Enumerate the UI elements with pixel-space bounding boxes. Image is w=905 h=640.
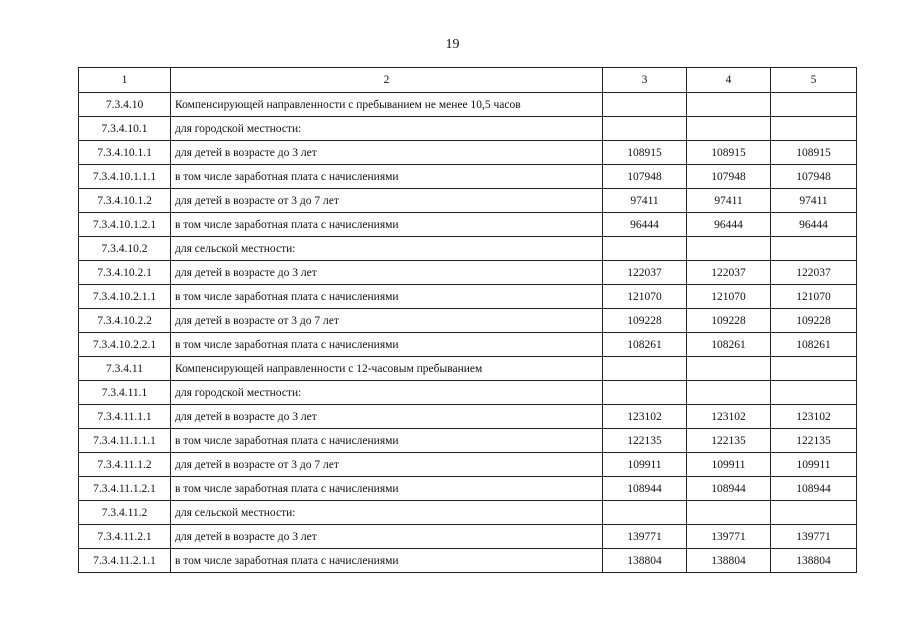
- column-header-5: 5: [771, 68, 857, 93]
- row-description: для детей в возрасте до 3 лет: [171, 405, 603, 429]
- row-code: 7.3.4.11.1.2.1: [79, 477, 171, 501]
- row-code: 7.3.4.11.2.1: [79, 525, 171, 549]
- table-row: [79, 141, 857, 165]
- row-code: 7.3.4.11: [79, 357, 171, 381]
- table-row: [79, 261, 857, 285]
- row-code: 7.3.4.10.1: [79, 117, 171, 141]
- row-value-col3: 96444: [603, 213, 687, 237]
- row-code: 7.3.4.10.2.1: [79, 261, 171, 285]
- row-code: 7.3.4.10.1.1: [79, 141, 171, 165]
- row-code: 7.3.4.10.1.2.1: [79, 213, 171, 237]
- column-header-2: 2: [171, 68, 603, 93]
- row-value-col5: 97411: [771, 189, 857, 213]
- data-table: [78, 67, 857, 573]
- row-value-col5: [771, 357, 857, 381]
- table-row: [79, 189, 857, 213]
- row-value-col5: 107948: [771, 165, 857, 189]
- row-value-col5: 123102: [771, 405, 857, 429]
- row-description: для сельской местности:: [171, 501, 603, 525]
- row-value-col5: 108915: [771, 141, 857, 165]
- row-value-col4: 123102: [687, 405, 771, 429]
- row-value-col5: [771, 93, 857, 117]
- table-row: [79, 237, 857, 261]
- row-code: 7.3.4.11.2: [79, 501, 171, 525]
- row-code: 7.3.4.10.1.1.1: [79, 165, 171, 189]
- table-row: [79, 501, 857, 525]
- table-row: [79, 93, 857, 117]
- row-value-col4: 138804: [687, 549, 771, 573]
- row-value-col5: [771, 117, 857, 141]
- row-description: для детей в возрасте от 3 до 7 лет: [171, 453, 603, 477]
- row-description: в том числе заработная плата с начислениями: [171, 285, 603, 309]
- row-value-col3: 123102: [603, 405, 687, 429]
- row-value-col4: [687, 501, 771, 525]
- row-value-col3: 108944: [603, 477, 687, 501]
- row-value-col4: [687, 237, 771, 261]
- row-description: для детей в возрасте до 3 лет: [171, 141, 603, 165]
- table-row: [79, 285, 857, 309]
- row-value-col3: 97411: [603, 189, 687, 213]
- table-row: [79, 213, 857, 237]
- row-value-col4: 108261: [687, 333, 771, 357]
- row-value-col5: 138804: [771, 549, 857, 573]
- row-value-col3: [603, 357, 687, 381]
- header-row: [79, 68, 857, 93]
- row-value-col4: 122037: [687, 261, 771, 285]
- row-description: для детей в возрасте до 3 лет: [171, 261, 603, 285]
- row-value-col5: [771, 501, 857, 525]
- page-number: 19: [445, 37, 460, 52]
- row-value-col5: 122135: [771, 429, 857, 453]
- row-value-col4: 139771: [687, 525, 771, 549]
- row-code: 7.3.4.10.2.1.1: [79, 285, 171, 309]
- row-value-col4: 109911: [687, 453, 771, 477]
- table-row: [79, 405, 857, 429]
- row-description: Компенсирующей направленности с 12-часовым пребыванием: [171, 357, 603, 381]
- row-code: 7.3.4.10.2.2.1: [79, 333, 171, 357]
- row-description: для городской местности:: [171, 381, 603, 405]
- row-value-col4: 97411: [687, 189, 771, 213]
- row-code: 7.3.4.11.1: [79, 381, 171, 405]
- row-value-col5: 139771: [771, 525, 857, 549]
- row-value-col4: [687, 381, 771, 405]
- row-value-col4: [687, 93, 771, 117]
- row-value-col5: [771, 237, 857, 261]
- row-value-col3: [603, 381, 687, 405]
- row-value-col4: 107948: [687, 165, 771, 189]
- row-code: 7.3.4.11.1.1: [79, 405, 171, 429]
- row-value-col3: [603, 117, 687, 141]
- row-value-col4: [687, 357, 771, 381]
- row-code: 7.3.4.10: [79, 93, 171, 117]
- row-value-col4: 121070: [687, 285, 771, 309]
- row-code: 7.3.4.11.1.1.1: [79, 429, 171, 453]
- row-value-col3: 107948: [603, 165, 687, 189]
- row-value-col3: 122037: [603, 261, 687, 285]
- table-row: [79, 453, 857, 477]
- table-body: [79, 93, 857, 573]
- table-row: [79, 117, 857, 141]
- row-value-col3: 121070: [603, 285, 687, 309]
- table-row: [79, 333, 857, 357]
- row-value-col4: [687, 117, 771, 141]
- row-value-col5: 109228: [771, 309, 857, 333]
- row-code: 7.3.4.11.2.1.1: [79, 549, 171, 573]
- row-value-col3: 108915: [603, 141, 687, 165]
- row-value-col4: 108915: [687, 141, 771, 165]
- column-header-3: 3: [603, 68, 687, 93]
- row-value-col3: 138804: [603, 549, 687, 573]
- row-value-col3: [603, 501, 687, 525]
- row-value-col5: 108261: [771, 333, 857, 357]
- row-code: 7.3.4.10.2.2: [79, 309, 171, 333]
- row-code: 7.3.4.11.1.2: [79, 453, 171, 477]
- row-description: для детей в возрасте от 3 до 7 лет: [171, 189, 603, 213]
- row-value-col4: 96444: [687, 213, 771, 237]
- column-header-1: 1: [79, 68, 171, 93]
- row-value-col5: 109911: [771, 453, 857, 477]
- row-value-col5: 96444: [771, 213, 857, 237]
- table-row: [79, 357, 857, 381]
- table-row: [79, 549, 857, 573]
- row-value-col4: 122135: [687, 429, 771, 453]
- row-value-col4: 108944: [687, 477, 771, 501]
- table-row: [79, 309, 857, 333]
- row-value-col3: 108261: [603, 333, 687, 357]
- row-value-col5: 108944: [771, 477, 857, 501]
- row-value-col3: 139771: [603, 525, 687, 549]
- table-row: [79, 381, 857, 405]
- row-description: в том числе заработная плата с начислениями: [171, 333, 603, 357]
- row-value-col3: 109911: [603, 453, 687, 477]
- table-row: [79, 429, 857, 453]
- row-description: для детей в возрасте до 3 лет: [171, 525, 603, 549]
- row-value-col3: [603, 237, 687, 261]
- table-row: [79, 477, 857, 501]
- table-row: [79, 165, 857, 189]
- row-description: для сельской местности:: [171, 237, 603, 261]
- row-value-col3: [603, 93, 687, 117]
- row-description: для городской местности:: [171, 117, 603, 141]
- row-description: в том числе заработная плата с начислениями: [171, 549, 603, 573]
- row-description: в том числе заработная плата с начислениями: [171, 477, 603, 501]
- row-value-col4: 109228: [687, 309, 771, 333]
- table-row: [79, 525, 857, 549]
- row-description: Компенсирующей направленности с пребыванием не менее 10,5 часов: [171, 93, 603, 117]
- row-value-col5: 122037: [771, 261, 857, 285]
- row-value-col3: 109228: [603, 309, 687, 333]
- row-description: для детей в возрасте от 3 до 7 лет: [171, 309, 603, 333]
- column-header-4: 4: [687, 68, 771, 93]
- row-value-col5: [771, 381, 857, 405]
- row-code: 7.3.4.10.2: [79, 237, 171, 261]
- row-value-col3: 122135: [603, 429, 687, 453]
- row-code: 7.3.4.10.1.2: [79, 189, 171, 213]
- row-description: в том числе заработная плата с начислениями: [171, 429, 603, 453]
- row-value-col5: 121070: [771, 285, 857, 309]
- row-description: в том числе заработная плата с начислениями: [171, 165, 603, 189]
- row-description: в том числе заработная плата с начислениями: [171, 213, 603, 237]
